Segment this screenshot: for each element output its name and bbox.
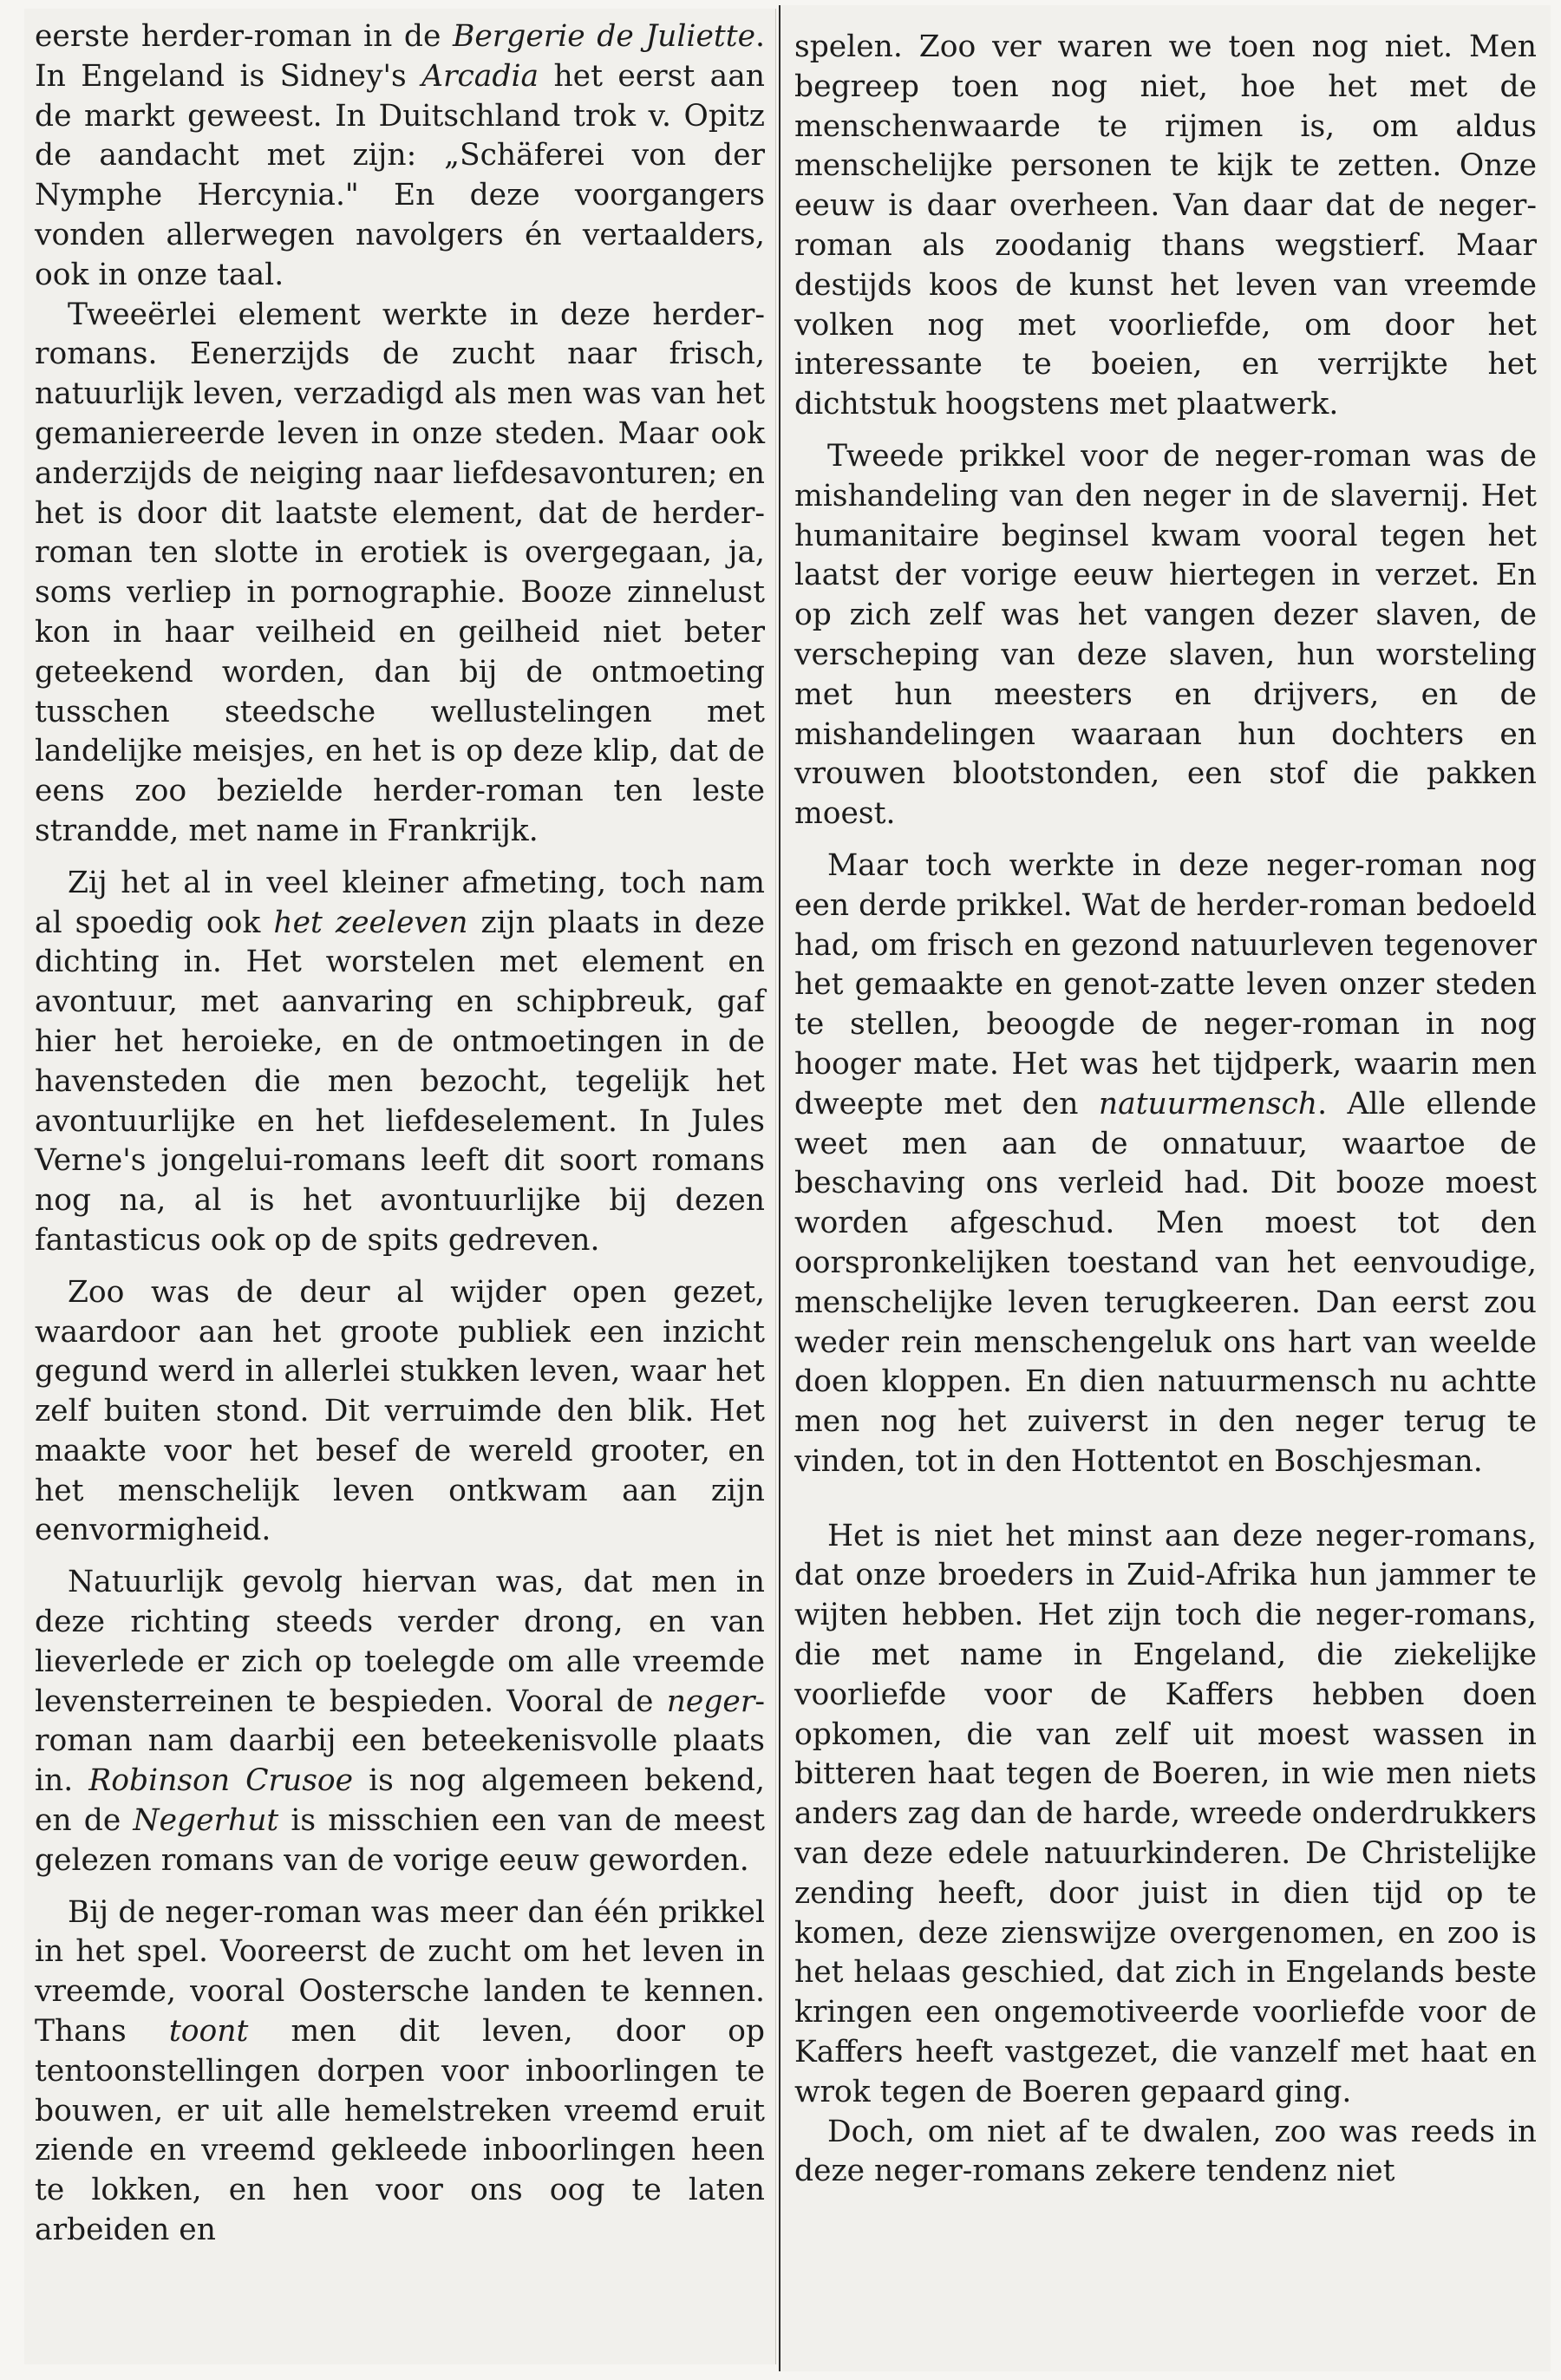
italic-text: Arcadia <box>421 58 539 94</box>
paragraph: Het is niet het minst aan deze neger-romans, dat onze broeders in Zuid-Afrika hun jammer te wijten hebben. Het zijn toch die neger-romans, die met name in Engeland, die ziekelijke voorliefde voor de Kaffers hebben doen opkomen, die van zelf uit moest wassen in bitteren haat tegen de Boeren, in wie men niets anders zag dan de harde, wreede onderdrukkers van deze edele natuurkinderen. De Christelijke zending heeft, door juist in dien tijd op te komen, deze zienswijze overgenomen, en zoo is het helaas geschied, dat zich in Engelands beste kringen een ongemotiveerde voorliefde voor de Kaffers heeft vastgezet, die vanzelf met haat en wrok tegen de Boeren gepaard ging. <box>794 1518 1537 2109</box>
paragraph: Tweede prikkel voor de neger-roman was de mishandeling van den neger in de slavernij. Het humanitaire beginsel kwam vooral tegen het laatst der vorige eeuw hiertegen in verzet. En op zich zelf was het vangen dezer slaven, de verscheping van deze slaven, hun worsteling met hun meesters en drijvers, en de mishandelingen waaraan hun dochters en vrouwen blootstonden, een stof die pakken moest. <box>794 438 1537 832</box>
right-clipping <box>779 5 1551 2371</box>
italic-text: natuurmensch <box>1098 1086 1318 1121</box>
italic-text: Negerhut <box>133 1803 279 1839</box>
paragraph: Tweeërlei element werkte in deze herder-romans. Eenerzijds de zucht naar frisch, natuurlijk leven, verzadigd als men was van het gemaniereerde leven in onze steden. Maar ook anderzijds de neiging naar liefdesavonturen; en het is door dit laatste element, dat de herder-roman ten slotte in erotiek is overgegaan, ja, soms verliep in pornographie. Booze zinnelust kon in haar veilheid en geilheid niet beter geteekend worden, dan bij de ontmoeting tusschen steedsche wellustelingen met landelijke meisjes, en het is op deze klip, dat de eens zoo bezielde herder-roman ten leste strandde, met name in Frankrijk. <box>35 297 765 848</box>
italic-text: het zeeleven <box>273 905 468 940</box>
paragraph: eerste herder-roman in de Bergerie de Juliette. In Engeland is Sidney's Arcadia het eerst aan de markt geweest. In Duitschland trok v. Opitz de aandacht met zijn: „Schäferei von der Nymphe Hercynia." En deze voorgangers vonden allerwegen navolgers én vertaalders, ook in onze taal. <box>35 19 765 292</box>
paragraph: Zoo was de deur al wijder open gezet, waardoor aan het groote publiek een inzicht gegund werd in allerlei stukken leven, waar het zelf buiten stond. Dit verruimde den blik. Het maakte voor het besef de wereld grooter, en het menschelijk leven ontkwam aan zijn eenvormigheid. <box>35 1274 765 1548</box>
paragraph: Maar toch werkte in deze neger-roman nog een derde prikkel. Wat de herder-roman bedoeld had, om frisch en gezond natuurleven tegenover het gemaakte en genot-zatte leven onzer steden te stellen, beoogde de neger-roman in nog hooger mate. Het was het tijdperk, waarin men dweepte met den natuurmensch. Alle ellende weet men aan de onnatuur, waartoe de beschaving ons verleid had. Dit booze moest worden afgeschud. Men moest tot den oorspronkelijken toestand van het eenvoudige, menschelijke leven terugkeeren. Dan eerst zou weder rein menschengeluk ons hart van weelde doen kloppen. En dien natuurmensch nu achtte men nog het zuiverst in den neger terug te vinden, tot in den Hottentot en Boschjesman. <box>794 847 1537 1479</box>
italic-text: Robinson Crusoe <box>88 1763 354 1799</box>
paragraph: Doch, om niet af te dwalen, zoo was reeds in deze neger-romans zekere tendenz niet <box>794 2114 1537 2189</box>
right-column <box>794 28 1537 2192</box>
italic-text: neger <box>666 1684 755 1719</box>
paragraph: Zij het al in veel kleiner afmeting, toch nam al spoedig ook het zeeleven zijn plaats in deze dichting in. Het worstelen met element en avontuur, met aanvaring en schipbreuk, gaf hier het heroieke, en de ontmoetingen in de havensteden die men bezocht, tegelijk het avontuurlijke en het liefdeselement. In Jules Verne's jongelui-romans leeft dit soort romans nog na, al is het avontuurlijke bij dezen fantasticus ook op de spits gedreven. <box>35 865 765 1258</box>
italic-text: toont <box>168 2014 249 2050</box>
paragraph: Bij de neger-roman was meer dan één prikkel in het spel. Vooreerst de zucht om het leven in vreemde, vooral Oostersche landen te kennen. Thans toont men dit leven, door op tentoonstellingen dorpen voor inboorlingen te bouwen, er uit alle hemelstreken vreemd eruit ziende en vreemd gekleede inboorlingen heen te lokken, en hen voor ons oog te laten arbeiden en <box>35 1894 765 2248</box>
left-clipping <box>24 9 775 2364</box>
paragraph: Natuurlijk gevolg hiervan was, dat men in deze richting steeds verder drong, en van lieverlede er zich op toelegde om alle vreemde levensterreinen te bespieden. Vooral de neger-roman nam daarbij een beteekenisvolle plaats in. Robinson Crusoe is nog algemeen bekend, en de Negerhut is misschien een van de meest gelezen romans van de vorige eeuw geworden. <box>35 1565 766 1878</box>
paragraph: spelen. Zoo ver waren we toen nog niet. Men begreep toen nog niet, hoe het met de menschenwaarde te rijmen is, om aldus menschelijke personen te kijk te zetten. Onze eeuw is daar overheen. Van daar dat de neger-roman als zoodanig thans wegstierf. Maar destijds koos de kunst het leven van vreemde volken nog met voorliefde, om door het interessante te boeien, en verrijkte het dichtstuk hoogstens met plaatwerk. <box>794 29 1537 422</box>
italic-text: Bergerie de Juliette <box>452 19 756 54</box>
left-column <box>35 17 765 2251</box>
